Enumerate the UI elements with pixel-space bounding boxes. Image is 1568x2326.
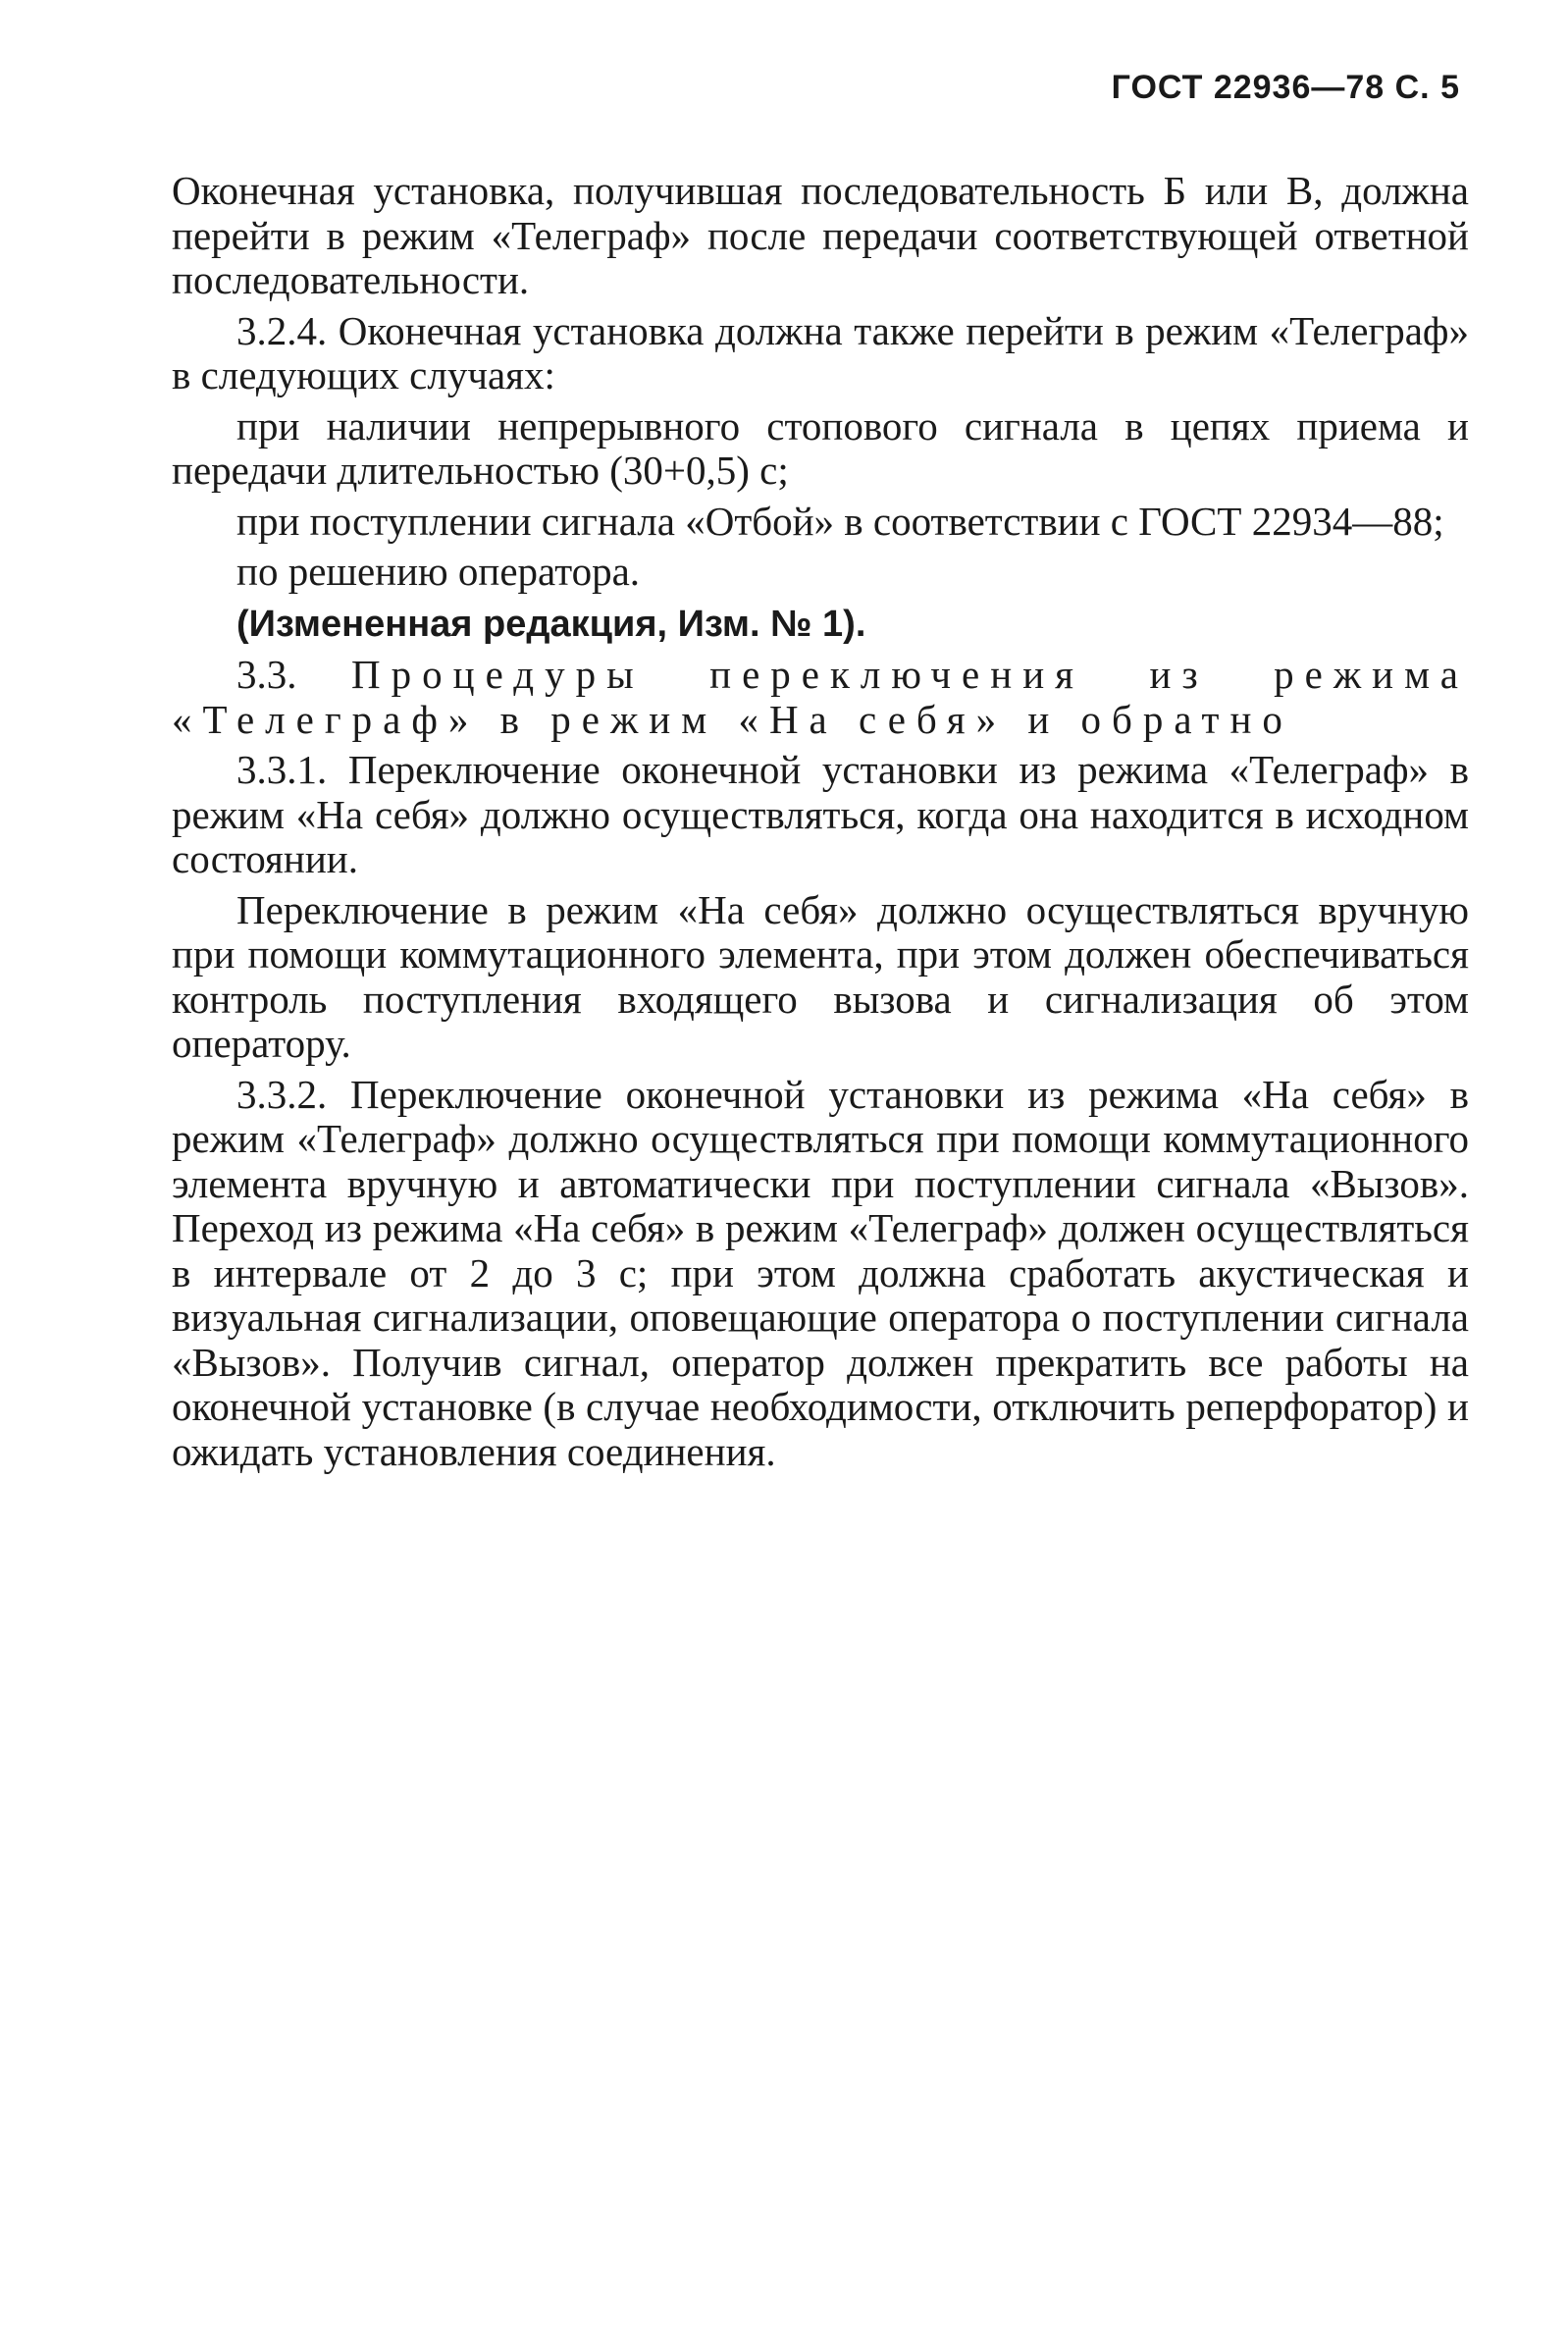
paragraph-text: 3.2.4. Оконечная установка должна также перейти в режим «Телеграф» в следующих случаях: [172,307,1469,397]
paragraph [172,888,1469,1067]
paragraph-text: Оконечная установка, получившая последовательность Б или В, должна перейти в режим «Телеграф» после передачи соответствующей ответной последовательности. [172,168,1469,302]
paragraph-text: Переключение в режим «На себя» должно осуществляться вручную при помощи коммутационного элемента, при этом должен обеспечиваться контроль поступления входящего вызова и сигнализация об этом оператору. [172,886,1469,1066]
section-number: 3.3. [236,652,352,697]
section-heading [172,653,1469,742]
paragraph [172,169,1469,303]
paragraph-text: при поступлении сигнала «Отбой» в соответствии с ГОСТ 22934—88; [236,498,1444,544]
paragraph [172,404,1469,494]
paragraph [172,500,1469,545]
paragraph [172,601,1469,648]
paragraph-text: по решению оператора. [236,549,641,594]
page-header: ГОСТ 22936—78 С. 5 [1111,69,1460,106]
paragraph-text: при наличии непрерывного стопового сигнала в цепях приема и передачи длительностью (30+0,5) с; [172,402,1469,493]
document-body [172,169,1469,1480]
paragraph [172,748,1469,882]
paragraph [172,309,1469,398]
section-title: Процедуры переключения из режима «Телеграф» в режим «На себя» и обратно [172,652,1469,742]
paragraph [172,1073,1469,1475]
paragraph [172,550,1469,595]
amendment-note: (Измененная редакция, Изм. № 1). [236,603,866,645]
paragraph-text: 3.3.1. Переключение оконечной установки из режима «Телеграф» в режим «На себя» должно осуществляться, когда она находится в исходном состоянии. [172,747,1469,881]
paragraph-text: 3.3.2. Переключение оконечной установки из режима «На себя» в режим «Телеграф» должно осуществляться при помощи коммутационного элемента вручную и автоматически при поступлении сигнала «Вызов». Переход из режима «На себя» в режим «Телеграф» должен осуществляться в интервале от 2 до 3 с; при этом должна сработать акустическая и визуальная сигнализации, оповещающие оператора о поступлении сигнала «Вызов». Получив сигнал, оператор должен прекратить все работы на оконечной установке (в случае необходимости, отключить реперфоратор) и ожидать установления соединения. [172,1071,1469,1474]
